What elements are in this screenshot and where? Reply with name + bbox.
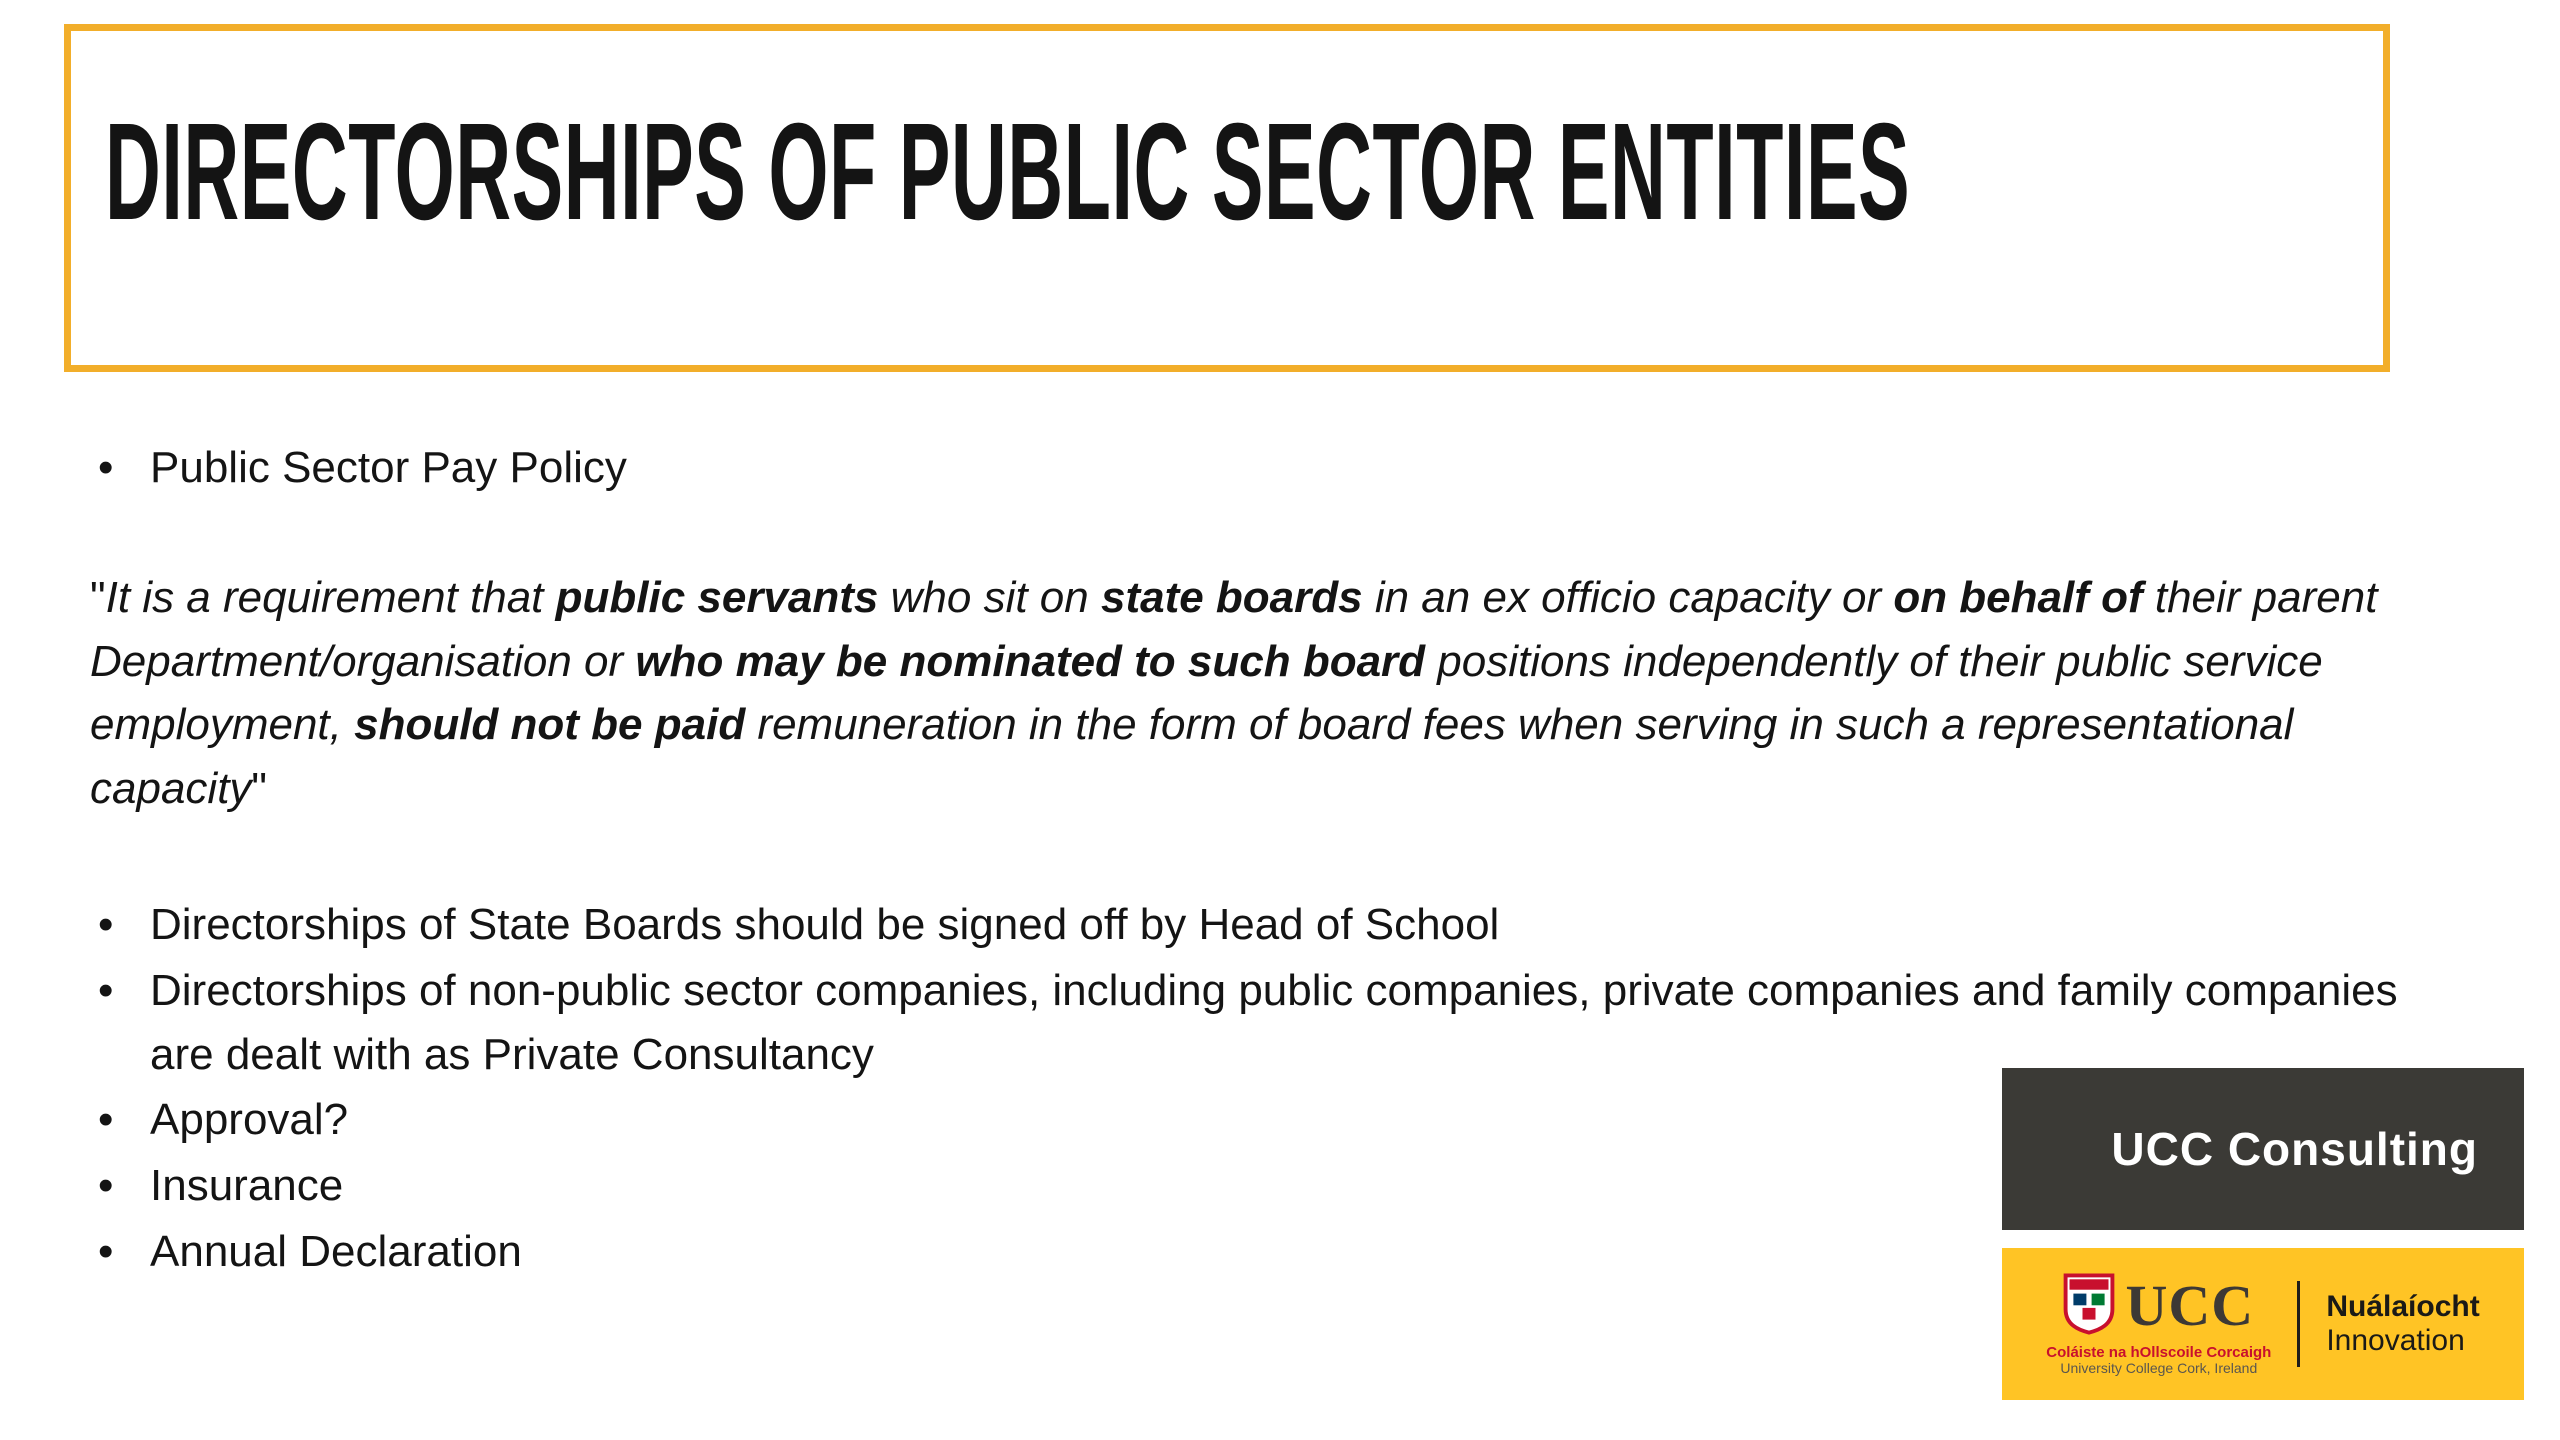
ucc-subtitle-irish: Coláiste na hOllscoile Corcaigh [2046, 1343, 2272, 1361]
ucc-crest-icon [2063, 1272, 2115, 1341]
bullet-text: Directorships of non-public sector companies, including public companies, private companies and family companies are dealt with as Private Consultancy [150, 965, 2398, 1079]
bullet-text: Directorships of State Boards should be signed off by Head of School [150, 899, 1500, 949]
quote-close-mark: " [251, 764, 268, 814]
bullet-item-state-boards [90, 893, 2420, 957]
quote-segment: who sit on [878, 572, 1101, 622]
ucc-logo-badge [2002, 1248, 2524, 1400]
bullet-icon [90, 436, 150, 500]
innovation-block [2326, 1290, 2479, 1359]
quote-segment: their parent Department/organisation or [90, 572, 2378, 686]
bullet-icon [90, 1220, 150, 1284]
quote-segment-bold: who may be nominated to such board [635, 636, 1426, 686]
quote-segment: in an ex officio capacity or [1362, 572, 1894, 622]
bullet-icon [90, 959, 150, 1023]
policy-quote [90, 566, 2390, 821]
bullet-text: Annual Declaration [150, 1226, 522, 1276]
ucc-consulting-badge [2002, 1068, 2524, 1230]
innovation-label-irish: Nuálaíocht [2326, 1289, 2480, 1323]
ucc-lockup [2046, 1272, 2271, 1377]
ucc-consulting-label: UCC Consulting [2111, 1123, 2478, 1175]
title-box [64, 24, 2390, 372]
bullet-icon [90, 1154, 150, 1218]
bullet-text: Approval? [150, 1095, 349, 1145]
slide-title: DIRECTORSHIPS OF PUBLIC SECTOR ENTITIES [105, 95, 1911, 249]
bullet-icon [90, 1088, 150, 1152]
quote-segment: It is a requirement that [105, 572, 556, 622]
quote-segment: positions independently of their public service employment, [90, 636, 2323, 750]
ucc-subtitle-english: University College Cork, Ireland [2060, 1360, 2258, 1377]
bullet-text: Insurance [150, 1161, 344, 1211]
bullet-item-pay-policy [90, 436, 2420, 500]
bullet-icon [90, 893, 150, 957]
quote-open-mark: " [90, 572, 106, 622]
bullet-text: Public Sector Pay Policy [150, 443, 627, 492]
ucc-wordmark: UCC [2125, 1273, 2255, 1339]
quote-segment-bold: should not be paid [354, 700, 746, 750]
quote-segment-bold: state boards [1100, 572, 1363, 622]
ucc-lockup-row [2063, 1272, 2254, 1341]
innovation-label-english: Innovation [2326, 1324, 2465, 1357]
quote-segment-bold: on behalf of [1893, 572, 2143, 622]
quote-segment: remuneration in the form of board fees when serving in such a representational capacity [90, 700, 2294, 814]
quote-segment-bold: public servants [555, 572, 879, 622]
logo-divider [2297, 1281, 2300, 1367]
